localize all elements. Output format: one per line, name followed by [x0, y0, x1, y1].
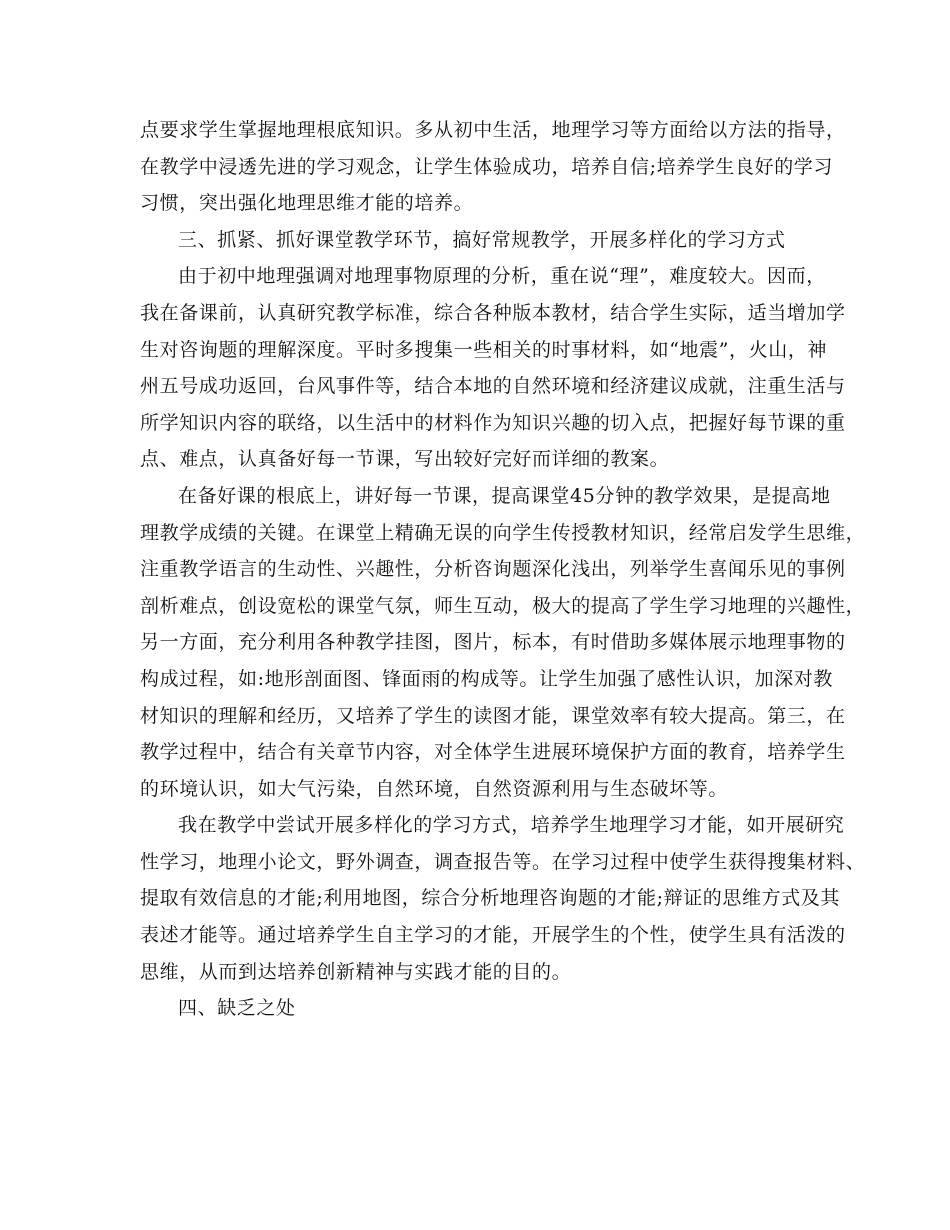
- document-body: [140, 112, 866, 1027]
- paragraph-start-line: 由于初中地理强调对地理事物原理的分析，重在说“理”，难度较大。因而，: [178, 265, 826, 288]
- text-line: 习惯，突出强化地理思维才能的培养。: [140, 192, 474, 215]
- text-line: 在教学中浸透先进的学习观念，让学生体验成功，培养自信;培养学生良好的学习: [140, 155, 834, 178]
- text-line: 的环境认识，如大气污染，自然环境，自然资源利用与生态破坏等。: [140, 777, 729, 800]
- text-line: 提取有效信息的才能;利用地图，综合分析地理咨询题的才能;辩证的思维方式及其: [140, 887, 841, 910]
- text-line: 性学习，地理小论文，野外调查，调查报告等。在学习过程中使学生获得搜集材料、: [140, 850, 866, 873]
- text-line: 教学过程中，结合有关章节内容，对全体学生进展环境保护方面的教育，培养学生: [140, 741, 846, 764]
- text-line: 我在备课前，认真研究教学标准，综合各种版本教材，结合学生实际，适当增加学: [140, 301, 846, 324]
- section-heading: 四、缺乏之处: [178, 997, 296, 1020]
- paragraph-start-line: 在备好课的根底上，讲好每一节课，提高课堂45分钟的教学效果，是提高地: [178, 484, 831, 507]
- text-line: 点、难点，认真备好每一节课，写出较好完好而详细的教案。: [140, 448, 670, 471]
- paragraph-start-line: 我在教学中尝试开展多样化的学习方式，培养学生地理学习才能，如开展研究: [178, 814, 845, 837]
- text-line: 理教学成绩的关键。在课堂上精确无误的向学生传授教材知识，经常启发学生思维，: [140, 521, 866, 544]
- text-line: 思维，从而到达培养创新精神与实践才能的目的。: [140, 960, 572, 983]
- text-line: 材知识的理解和经历，又培养了学生的读图才能，课堂效率有较大提高。第三，在: [140, 704, 846, 727]
- text-line: 另一方面，充分利用各种教学挂图，图片，标本，有时借助多媒体展示地理事物的: [140, 631, 846, 654]
- text-line: 注重教学语言的生动性、兴趣性，分析咨询题深化浅出，列举学生喜闻乐见的事例: [140, 558, 846, 581]
- text-line: 剖析难点，创设宽松的课堂气氛，师生互动，极大的提高了学生学习地理的兴趣性，: [140, 594, 866, 617]
- section-heading: 三、抓紧、抓好课堂教学环节，搞好常规教学，开展多样化的学习方式: [178, 228, 786, 251]
- text-line: 所学知识内容的联络，以生活中的材料作为知识兴趣的切入点，把握好每节课的重: [140, 411, 846, 434]
- text-line: 州五号成功返回，台风事件等，结合本地的自然环境和经济建议成就，注重生活与: [140, 375, 846, 398]
- text-line: 生对咨询题的理解深度。平时多搜集一些相关的时事材料，如“地震”，火山，神: [140, 338, 828, 361]
- text-line: 点要求学生掌握地理根底知识。多从初中生活，地理学习等方面给以方法的指导，: [140, 119, 846, 141]
- text-line: 表述才能等。通过培养学生自主学习的才能，开展学生的个性，使学生具有活泼的: [140, 924, 846, 947]
- text-line: 构成过程，如:地形剖面图、锋面雨的构成等。让学生加强了感性认识，加深对教: [140, 667, 834, 690]
